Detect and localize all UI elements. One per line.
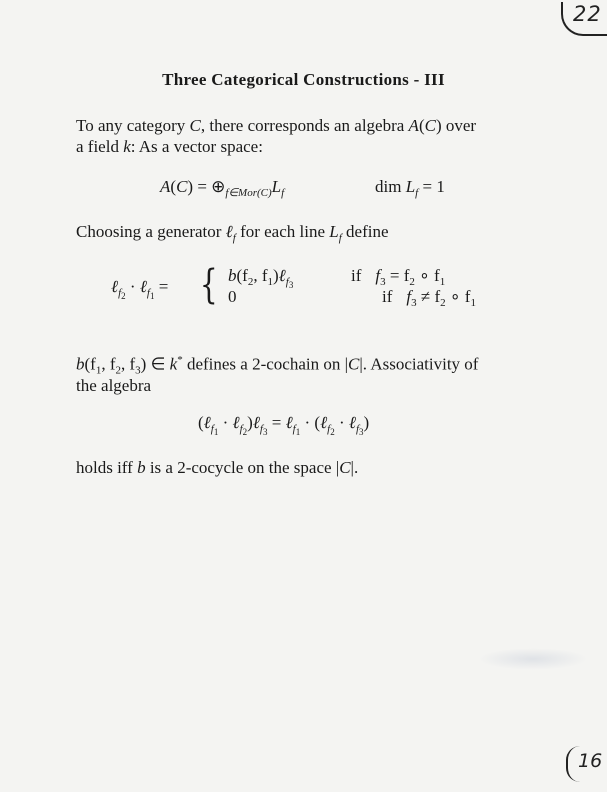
paragraph-cocycle: holds iff b is a 2-cocycle on the space |C|.	[76, 458, 359, 477]
equation-case-2-condition: if $f_3 \ne f_2$ ∘ $f_1$	[382, 287, 476, 309]
equation-case-1-value: $b(f_2$, $f_1)\ell_{f_3}$	[228, 266, 294, 290]
equation-algebra-decomposition: $A(C) = \oplus_{f\in Mor(C)}L_f$	[160, 177, 285, 199]
paragraph-intro-line-2: a field k: As a vector space:	[76, 137, 263, 156]
page-number-bottom-text: 16	[578, 750, 603, 772]
equation-case-2-value: 0	[228, 287, 237, 306]
paragraph-intro	[76, 115, 556, 157]
handwritten-page-number-top	[561, 2, 607, 36]
handwritten-page-number-bottom	[566, 744, 607, 784]
page-number-top-text: 22	[573, 2, 602, 26]
paragraph-cochain-line-1: $b(f_1$, $f_2$, $f_3$) ∈ k* defines a 2-cochain on |C|. Associativity of	[76, 354, 479, 377]
paragraph-cochain-line-2: the algebra	[76, 375, 152, 395]
paragraph-cochain	[76, 350, 566, 396]
piecewise-brace: {	[199, 262, 218, 308]
equation-product-lhs: ℓ$_{f_2}$ · ℓ$_{f_1}$ =	[111, 277, 169, 301]
equation-dimension: dim $L_f = 1$	[375, 177, 445, 199]
paragraph-generator: Choosing a generator ℓ$_f$ for each line $L_f$ define	[76, 222, 389, 244]
slide-title: Three Categorical Constructions - III	[162, 70, 445, 89]
equation-case-1-condition: if $f_3 = f_2$ ∘ $f_1$	[351, 266, 446, 288]
scan-smudge	[478, 648, 588, 670]
equation-associativity: (ℓ$_{f_1}$ · ℓ$_{f_2}$)ℓ$_{f_3}$ = ℓ$_{f_1}$ · (ℓ$_{f_2}$ · ℓ$_{f_3}$)	[198, 413, 370, 437]
paragraph-intro-line-1: To any category C, there corresponds an algebra A(C) over	[76, 116, 477, 135]
